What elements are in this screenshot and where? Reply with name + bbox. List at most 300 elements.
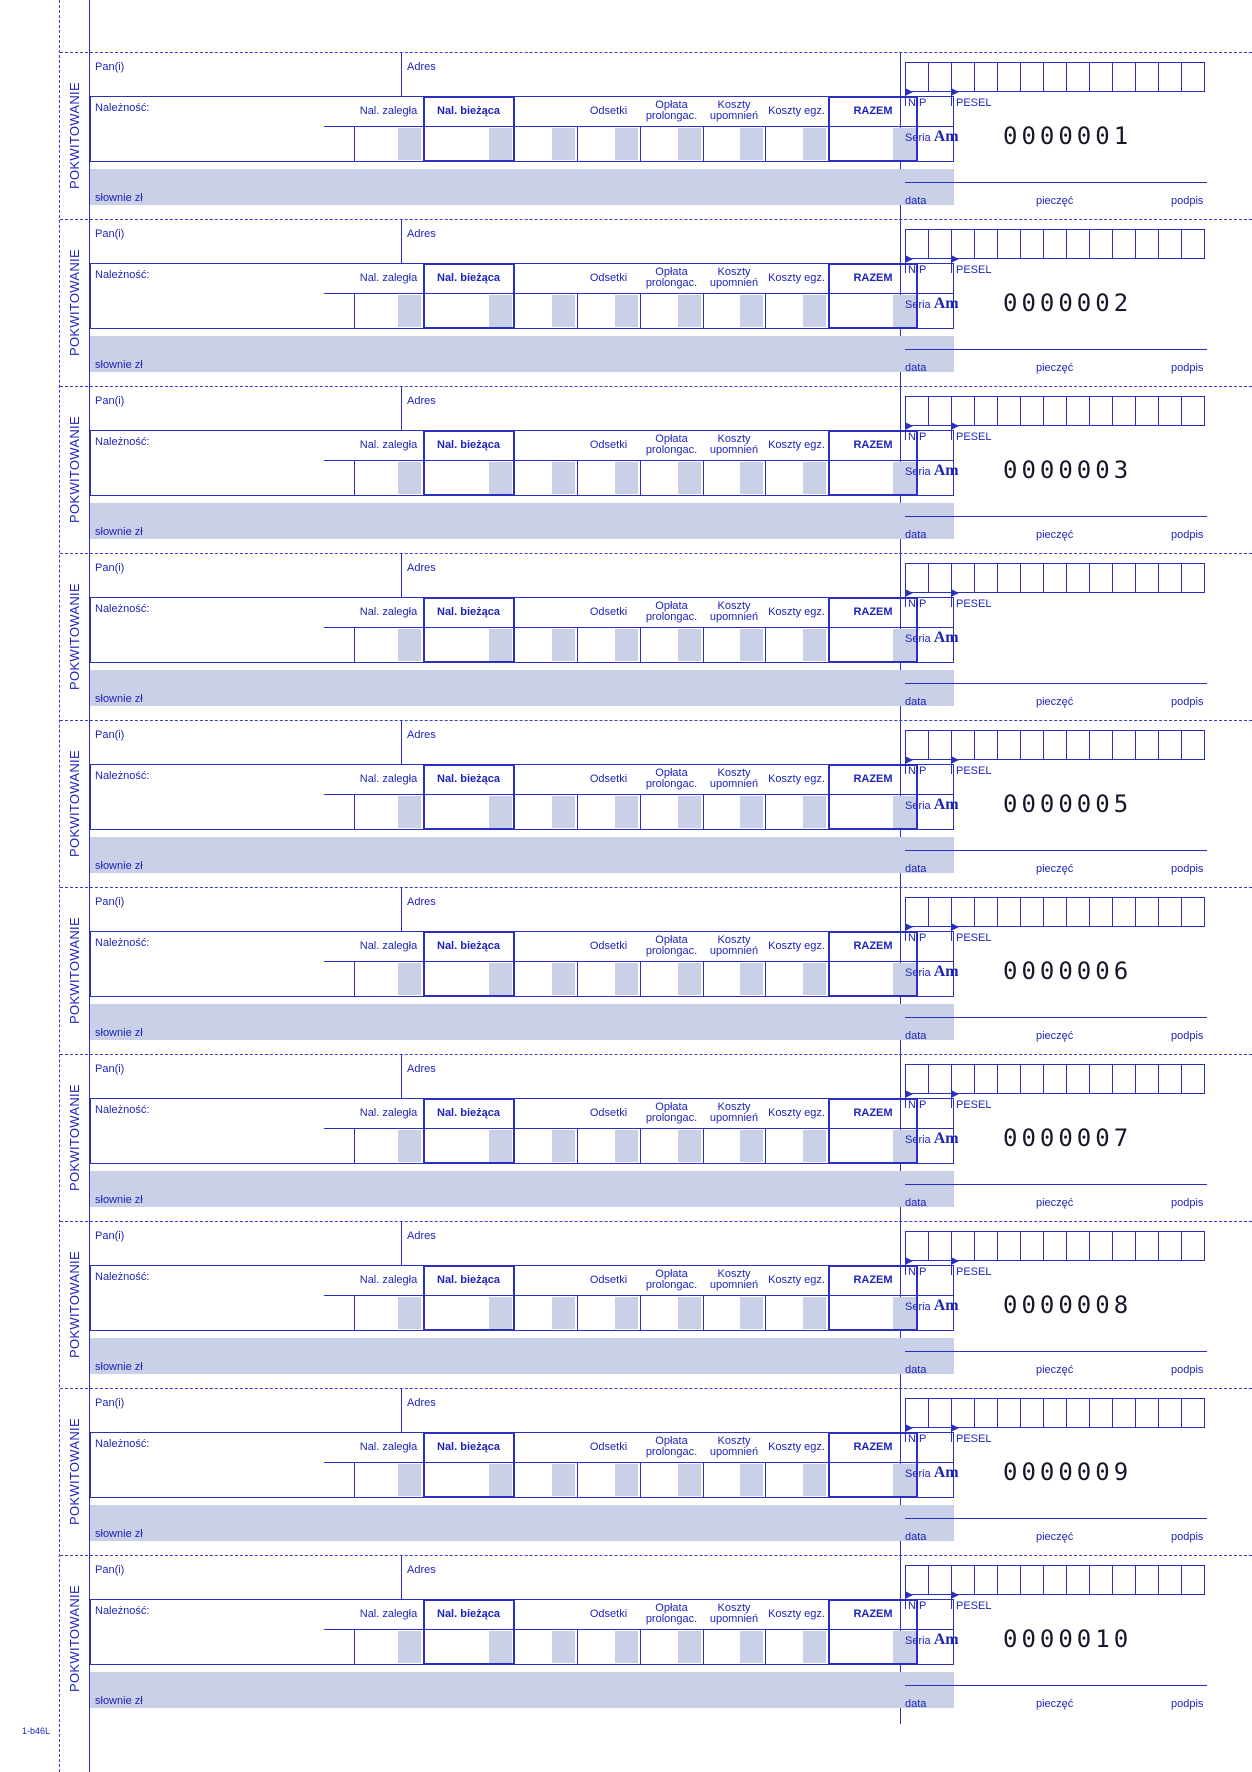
naleznosc-label: Należność: (95, 937, 150, 949)
digit-box (906, 564, 1182, 592)
koszty-upomnien-shade (740, 462, 763, 494)
nip-arrow-icon (905, 422, 913, 430)
side-title (61, 219, 87, 386)
naleznosc-label: Należność: (95, 1271, 150, 1283)
oplata-prolongac-header-line-2: prolongac. (645, 778, 698, 790)
signature-line (905, 516, 1207, 517)
koszty-egz-header: Koszty egz. (768, 104, 825, 117)
seria-label (905, 462, 959, 479)
koszty-egz-shade (803, 1464, 826, 1496)
nal-biezaca-shade (489, 1297, 512, 1329)
nip-arrow-icon (905, 88, 913, 96)
pieczec-label: pieczęć (1036, 195, 1074, 207)
digit-box (906, 230, 1182, 258)
seria-label (905, 128, 959, 145)
oplata-prolongac-shade (678, 629, 701, 661)
blank-column-header (514, 96, 577, 126)
pan-adres-divider (401, 1221, 402, 1265)
adres-label: Adres (407, 228, 436, 240)
nal-zalegla-header: Nal. zaległa (359, 1440, 418, 1453)
id-digit-boxes[interactable] (905, 1231, 1205, 1261)
koszty-upomnien-header (703, 931, 765, 961)
data-label: data (905, 1531, 927, 1543)
blank-column-shade (552, 1130, 575, 1162)
odsetki-header: Odsetki (589, 438, 628, 451)
receipt-6 (60, 887, 1252, 1054)
serial-number: 0000008 (1003, 1291, 1133, 1319)
adres-label: Adres (407, 1230, 436, 1242)
slownie-label: słownie zł (95, 526, 143, 538)
nal-zalegla-header: Nal. zaległa (359, 939, 418, 952)
blank-column-shade (552, 1297, 575, 1329)
razem-header: RAZEM (853, 1273, 893, 1286)
side-title-text: POKWITOWANIE (66, 416, 82, 523)
oplata-prolongac-header (640, 931, 703, 961)
oplata-prolongac-shade (678, 963, 701, 995)
podpis-label: podpis (1171, 863, 1204, 875)
pan-label: Pan(i) (95, 61, 125, 73)
koszty-upomnien-header-line-2: upomnień (709, 1279, 759, 1291)
side-title-text: POKWITOWANIE (66, 583, 82, 690)
seria-am-text: Am (933, 1464, 959, 1481)
koszty-upomnien-header-line-2: upomnień (709, 444, 759, 456)
koszty-upomnien-header-line-2: upomnień (709, 1446, 759, 1458)
koszty-upomnien-header (703, 263, 765, 293)
koszty-egz-header: Koszty egz. (768, 772, 825, 785)
nal-biezaca-shade (489, 295, 512, 327)
digit-box (906, 1065, 1182, 1093)
odsetki-header: Odsetki (589, 605, 628, 618)
nip-arrow-icon (905, 756, 913, 764)
koszty-upomnien-header (703, 96, 765, 126)
oplata-prolongac-header (640, 263, 703, 293)
nip-label: NIP (908, 1099, 927, 1111)
receipt-5 (60, 720, 1252, 887)
receipt-10 (60, 1555, 1252, 1722)
pan-label: Pan(i) (95, 1564, 125, 1576)
odsetki-shade (615, 1631, 638, 1663)
koszty-egz-header: Koszty egz. (768, 1440, 825, 1453)
blank-column-shade (552, 1631, 575, 1663)
odsetki-shade (615, 295, 638, 327)
koszty-egz-header: Koszty egz. (768, 1106, 825, 1119)
slownie-field[interactable] (90, 837, 954, 873)
pesel-arrow-icon (951, 1090, 959, 1098)
nal-zalegla-shade (398, 629, 421, 661)
id-digit-boxes[interactable] (905, 897, 1205, 927)
seria-text: Seria (905, 800, 931, 812)
oplata-prolongac-shade (678, 1297, 701, 1329)
serial-number: 0000005 (1003, 790, 1133, 818)
data-label: data (905, 863, 927, 875)
pieczec-label: pieczęć (1036, 696, 1074, 708)
koszty-upomnien-header (703, 1098, 765, 1128)
podpis-label: podpis (1171, 1197, 1204, 1209)
razem-header: RAZEM (853, 438, 893, 451)
pieczec-label: pieczęć (1036, 863, 1074, 875)
seria-label (905, 295, 959, 312)
nip-label: NIP (908, 264, 927, 276)
seria-am-text: Am (933, 295, 959, 312)
nal-zalegla-header: Nal. zaległa (359, 1106, 418, 1119)
pesel-label: PESEL (956, 1099, 992, 1111)
side-title-text: POKWITOWANIE (66, 750, 82, 857)
oplata-prolongac-shade (678, 796, 701, 828)
nal-biezaca-header: Nal. bieżąca (437, 772, 500, 785)
signature-line (905, 1017, 1207, 1018)
slownie-label: słownie zł (95, 1027, 143, 1039)
odsetki-header: Odsetki (589, 1273, 628, 1286)
pieczec-label: pieczęć (1036, 1364, 1074, 1376)
koszty-upomnien-header-line-1: Koszty (717, 1101, 751, 1113)
seria-text: Seria (905, 132, 931, 144)
blank-column-shade (552, 629, 575, 661)
blank-column-header (514, 764, 577, 794)
nal-biezaca-shade (489, 462, 512, 494)
nal-zalegla-header: Nal. zaległa (359, 605, 418, 618)
pieczec-label: pieczęć (1036, 1698, 1074, 1710)
odsetki-shade (615, 1464, 638, 1496)
koszty-upomnien-header-line-1: Koszty (717, 1268, 751, 1280)
oplata-prolongac-header-line-1: Opłata (655, 433, 688, 445)
odsetki-shade (615, 1130, 638, 1162)
oplata-prolongac-shade (678, 295, 701, 327)
data-label: data (905, 362, 927, 374)
oplata-prolongac-header (640, 1265, 703, 1295)
pieczec-label: pieczęć (1036, 1030, 1074, 1042)
pesel-arrow-icon (951, 1591, 959, 1599)
oplata-prolongac-shade (678, 462, 701, 494)
naleznosc-label: Należność: (95, 603, 150, 615)
id-digit-boxes[interactable] (905, 1398, 1205, 1428)
pan-adres-divider (401, 386, 402, 430)
side-title (61, 553, 87, 720)
nal-biezaca-header: Nal. bieżąca (437, 271, 500, 284)
odsetki-header: Odsetki (589, 271, 628, 284)
side-title (61, 887, 87, 1054)
pan-adres-divider (401, 1054, 402, 1098)
koszty-upomnien-header-line-2: upomnień (709, 778, 759, 790)
data-label: data (905, 529, 927, 541)
blank-column-header (514, 430, 577, 460)
nal-biezaca-shade (489, 1130, 512, 1162)
nal-biezaca-header: Nal. bieżąca (437, 1106, 500, 1119)
data-label: data (905, 1364, 927, 1376)
cut-line (60, 553, 1252, 554)
slownie-label: słownie zł (95, 359, 143, 371)
koszty-egz-header: Koszty egz. (768, 939, 825, 952)
nip-label: NIP (908, 431, 927, 443)
pan-adres-divider (401, 52, 402, 96)
oplata-prolongac-header-line-1: Opłata (655, 1602, 688, 1614)
odsetki-header: Odsetki (589, 1440, 628, 1453)
koszty-upomnien-header-line-2: upomnień (709, 110, 759, 122)
signature-line (905, 1518, 1207, 1519)
koszty-upomnien-header-line-1: Koszty (717, 266, 751, 278)
nip-label: NIP (908, 765, 927, 777)
koszty-upomnien-shade (740, 1297, 763, 1329)
koszty-upomnien-header-line-2: upomnień (709, 277, 759, 289)
pesel-label: PESEL (956, 97, 992, 109)
naleznosc-label: Należność: (95, 1605, 150, 1617)
koszty-upomnien-header (703, 430, 765, 460)
pan-label: Pan(i) (95, 896, 125, 908)
koszty-egz-header: Koszty egz. (768, 1607, 825, 1620)
slownie-field[interactable] (90, 1505, 954, 1541)
nal-biezaca-shade (489, 629, 512, 661)
pieczec-label: pieczęć (1036, 362, 1074, 374)
receipt-1 (60, 52, 1252, 219)
nal-biezaca-header: Nal. bieżąca (437, 104, 500, 117)
side-title-text: POKWITOWANIE (66, 1084, 82, 1191)
adres-label: Adres (407, 395, 436, 407)
naleznosc-label: Należność: (95, 436, 150, 448)
pesel-label: PESEL (956, 765, 992, 777)
slownie-field[interactable] (90, 169, 954, 205)
pesel-arrow-icon (951, 756, 959, 764)
koszty-upomnien-header (703, 597, 765, 627)
odsetki-header: Odsetki (589, 939, 628, 952)
oplata-prolongac-header-line-1: Opłata (655, 1268, 688, 1280)
odsetki-shade (615, 629, 638, 661)
receipt-4 (60, 553, 1252, 720)
nal-biezaca-header: Nal. bieżąca (437, 605, 500, 618)
podpis-label: podpis (1171, 696, 1204, 708)
oplata-prolongac-header-line-1: Opłata (655, 1101, 688, 1113)
koszty-egz-header: Koszty egz. (768, 605, 825, 618)
cut-line (60, 52, 1252, 53)
razem-header: RAZEM (853, 1106, 893, 1119)
adres-label: Adres (407, 1063, 436, 1075)
pesel-arrow-icon (951, 422, 959, 430)
oplata-prolongac-shade (678, 1130, 701, 1162)
digit-box (906, 1399, 1182, 1427)
nip-arrow-icon (905, 923, 913, 931)
koszty-egz-shade (803, 462, 826, 494)
signature-line (905, 683, 1207, 684)
pan-label: Pan(i) (95, 228, 125, 240)
slownie-field[interactable] (90, 1004, 954, 1040)
serial-number: 0000006 (1003, 957, 1133, 985)
koszty-egz-shade (803, 629, 826, 661)
slownie-label: słownie zł (95, 1194, 143, 1206)
odsetki-header: Odsetki (589, 104, 628, 117)
pan-adres-divider (401, 219, 402, 263)
seria-am-text: Am (933, 1297, 959, 1314)
oplata-prolongac-header (640, 96, 703, 126)
blank-column-header (514, 1599, 577, 1629)
odsetki-shade (615, 462, 638, 494)
koszty-upomnien-header-line-1: Koszty (717, 767, 751, 779)
blank-column-header (514, 1098, 577, 1128)
data-label: data (905, 1030, 927, 1042)
seria-am-text: Am (933, 128, 959, 145)
seria-text: Seria (905, 633, 931, 645)
oplata-prolongac-header-line-1: Opłata (655, 767, 688, 779)
receipt-7 (60, 1054, 1252, 1221)
koszty-upomnien-header-line-2: upomnień (709, 945, 759, 957)
nip-label: NIP (908, 1433, 927, 1445)
data-label: data (905, 696, 927, 708)
oplata-prolongac-header-line-2: prolongac. (645, 444, 698, 456)
pan-label: Pan(i) (95, 562, 125, 574)
id-digit-boxes[interactable] (905, 730, 1205, 760)
oplata-prolongac-header-line-2: prolongac. (645, 277, 698, 289)
slownie-field[interactable] (90, 503, 954, 539)
pan-adres-divider (401, 1555, 402, 1599)
koszty-upomnien-header (703, 1265, 765, 1295)
oplata-prolongac-header-line-1: Opłata (655, 99, 688, 111)
koszty-egz-shade (803, 1130, 826, 1162)
seria-text: Seria (905, 466, 931, 478)
oplata-prolongac-header-line-1: Opłata (655, 600, 688, 612)
slownie-label: słownie zł (95, 1695, 143, 1707)
cut-line (60, 1555, 1252, 1556)
razem-header: RAZEM (853, 1440, 893, 1453)
koszty-egz-shade (803, 796, 826, 828)
blank-column-shade (552, 128, 575, 160)
serial-number: 0000007 (1003, 1124, 1133, 1152)
pesel-arrow-icon (951, 589, 959, 597)
koszty-upomnien-header-line-1: Koszty (717, 934, 751, 946)
koszty-upomnien-header (703, 1432, 765, 1462)
naleznosc-label: Należność: (95, 770, 150, 782)
blank-column-header (514, 931, 577, 961)
pan-label: Pan(i) (95, 1063, 125, 1075)
nal-biezaca-header: Nal. bieżąca (437, 939, 500, 952)
slownie-field[interactable] (90, 1672, 954, 1708)
slownie-label: słownie zł (95, 860, 143, 872)
id-digit-boxes[interactable] (905, 1565, 1205, 1595)
side-title (61, 1054, 87, 1221)
oplata-prolongac-header-line-2: prolongac. (645, 1446, 698, 1458)
slownie-field[interactable] (90, 1171, 954, 1207)
receipt-3 (60, 386, 1252, 553)
blank-column-header (514, 1432, 577, 1462)
koszty-upomnien-header-line-1: Koszty (717, 1435, 751, 1447)
koszty-upomnien-header-line-1: Koszty (717, 99, 751, 111)
slownie-label: słownie zł (95, 1528, 143, 1540)
nal-biezaca-header: Nal. bieżąca (437, 438, 500, 451)
nal-zalegla-shade (398, 963, 421, 995)
seria-label (905, 629, 959, 646)
nip-label: NIP (908, 1266, 927, 1278)
nal-zalegla-header: Nal. zaległa (359, 1273, 418, 1286)
id-digit-boxes[interactable] (905, 229, 1205, 259)
koszty-upomnien-shade (740, 1130, 763, 1162)
razem-header: RAZEM (853, 1607, 893, 1620)
adres-label: Adres (407, 1397, 436, 1409)
nal-biezaca-shade (489, 963, 512, 995)
seria-am-text: Am (933, 1631, 959, 1648)
side-title (61, 1221, 87, 1388)
id-digit-boxes[interactable] (905, 62, 1205, 92)
oplata-prolongac-header (640, 430, 703, 460)
id-digit-boxes[interactable] (905, 1064, 1205, 1094)
adres-label: Adres (407, 61, 436, 73)
signature-line (905, 349, 1207, 350)
nip-label: NIP (908, 932, 927, 944)
pesel-arrow-icon (951, 255, 959, 263)
pesel-label: PESEL (956, 1600, 992, 1612)
slownie-field[interactable] (90, 1338, 954, 1374)
nip-label: NIP (908, 1600, 927, 1612)
pesel-label: PESEL (956, 431, 992, 443)
koszty-upomnien-header-line-2: upomnień (709, 1613, 759, 1625)
koszty-upomnien-shade (740, 629, 763, 661)
id-digit-boxes[interactable] (905, 563, 1205, 593)
podpis-label: podpis (1171, 1364, 1204, 1376)
pieczec-label: pieczęć (1036, 529, 1074, 541)
cut-line (60, 1054, 1252, 1055)
koszty-upomnien-header-line-2: upomnień (709, 1112, 759, 1124)
seria-am-text: Am (933, 963, 959, 980)
pan-label: Pan(i) (95, 1397, 125, 1409)
oplata-prolongac-shade (678, 1464, 701, 1496)
nal-biezaca-shade (489, 1631, 512, 1663)
nal-zalegla-shade (398, 295, 421, 327)
naleznosc-label: Należność: (95, 269, 150, 281)
slownie-field[interactable] (90, 336, 954, 372)
koszty-egz-shade (803, 128, 826, 160)
serial-number: 0000009 (1003, 1458, 1133, 1486)
side-title-text: POKWITOWANIE (66, 1418, 82, 1525)
blank-column-shade (552, 462, 575, 494)
podpis-label: podpis (1171, 529, 1204, 541)
seria-am-text: Am (933, 1130, 959, 1147)
koszty-upomnien-shade (740, 1631, 763, 1663)
serial-number: 0000001 (1003, 122, 1133, 150)
koszty-upomnien-shade (740, 796, 763, 828)
pesel-arrow-icon (951, 923, 959, 931)
blank-column-header (514, 597, 577, 627)
oplata-prolongac-header-line-2: prolongac. (645, 1279, 698, 1291)
serial-number: 0000003 (1003, 456, 1133, 484)
id-digit-boxes[interactable] (905, 396, 1205, 426)
pesel-label: PESEL (956, 1433, 992, 1445)
koszty-upomnien-header (703, 764, 765, 794)
nip-arrow-icon (905, 1591, 913, 1599)
seria-label (905, 1464, 959, 1481)
koszty-upomnien-shade (740, 128, 763, 160)
side-title (61, 720, 87, 887)
nal-biezaca-header: Nal. bieżąca (437, 1607, 500, 1620)
slownie-label: słownie zł (95, 192, 143, 204)
slownie-field[interactable] (90, 670, 954, 706)
podpis-label: podpis (1171, 1531, 1204, 1543)
seria-label (905, 1130, 959, 1147)
signature-line (905, 850, 1207, 851)
oplata-prolongac-header (640, 1599, 703, 1629)
nal-zalegla-shade (398, 1130, 421, 1162)
odsetki-shade (615, 796, 638, 828)
digit-box (906, 1566, 1182, 1594)
nal-zalegla-shade (398, 128, 421, 160)
koszty-egz-shade (803, 1631, 826, 1663)
koszty-egz-header: Koszty egz. (768, 1273, 825, 1286)
side-title-text: POKWITOWANIE (66, 917, 82, 1024)
nip-label: NIP (908, 598, 927, 610)
nal-zalegla-shade (398, 796, 421, 828)
pieczec-label: pieczęć (1036, 1197, 1074, 1209)
receipt-2 (60, 219, 1252, 386)
cut-line (60, 386, 1252, 387)
podpis-label: podpis (1171, 1698, 1204, 1710)
pan-adres-divider (401, 720, 402, 764)
serial-number: 0000010 (1003, 1625, 1133, 1653)
serial-number: 0000002 (1003, 289, 1133, 317)
oplata-prolongac-shade (678, 1631, 701, 1663)
